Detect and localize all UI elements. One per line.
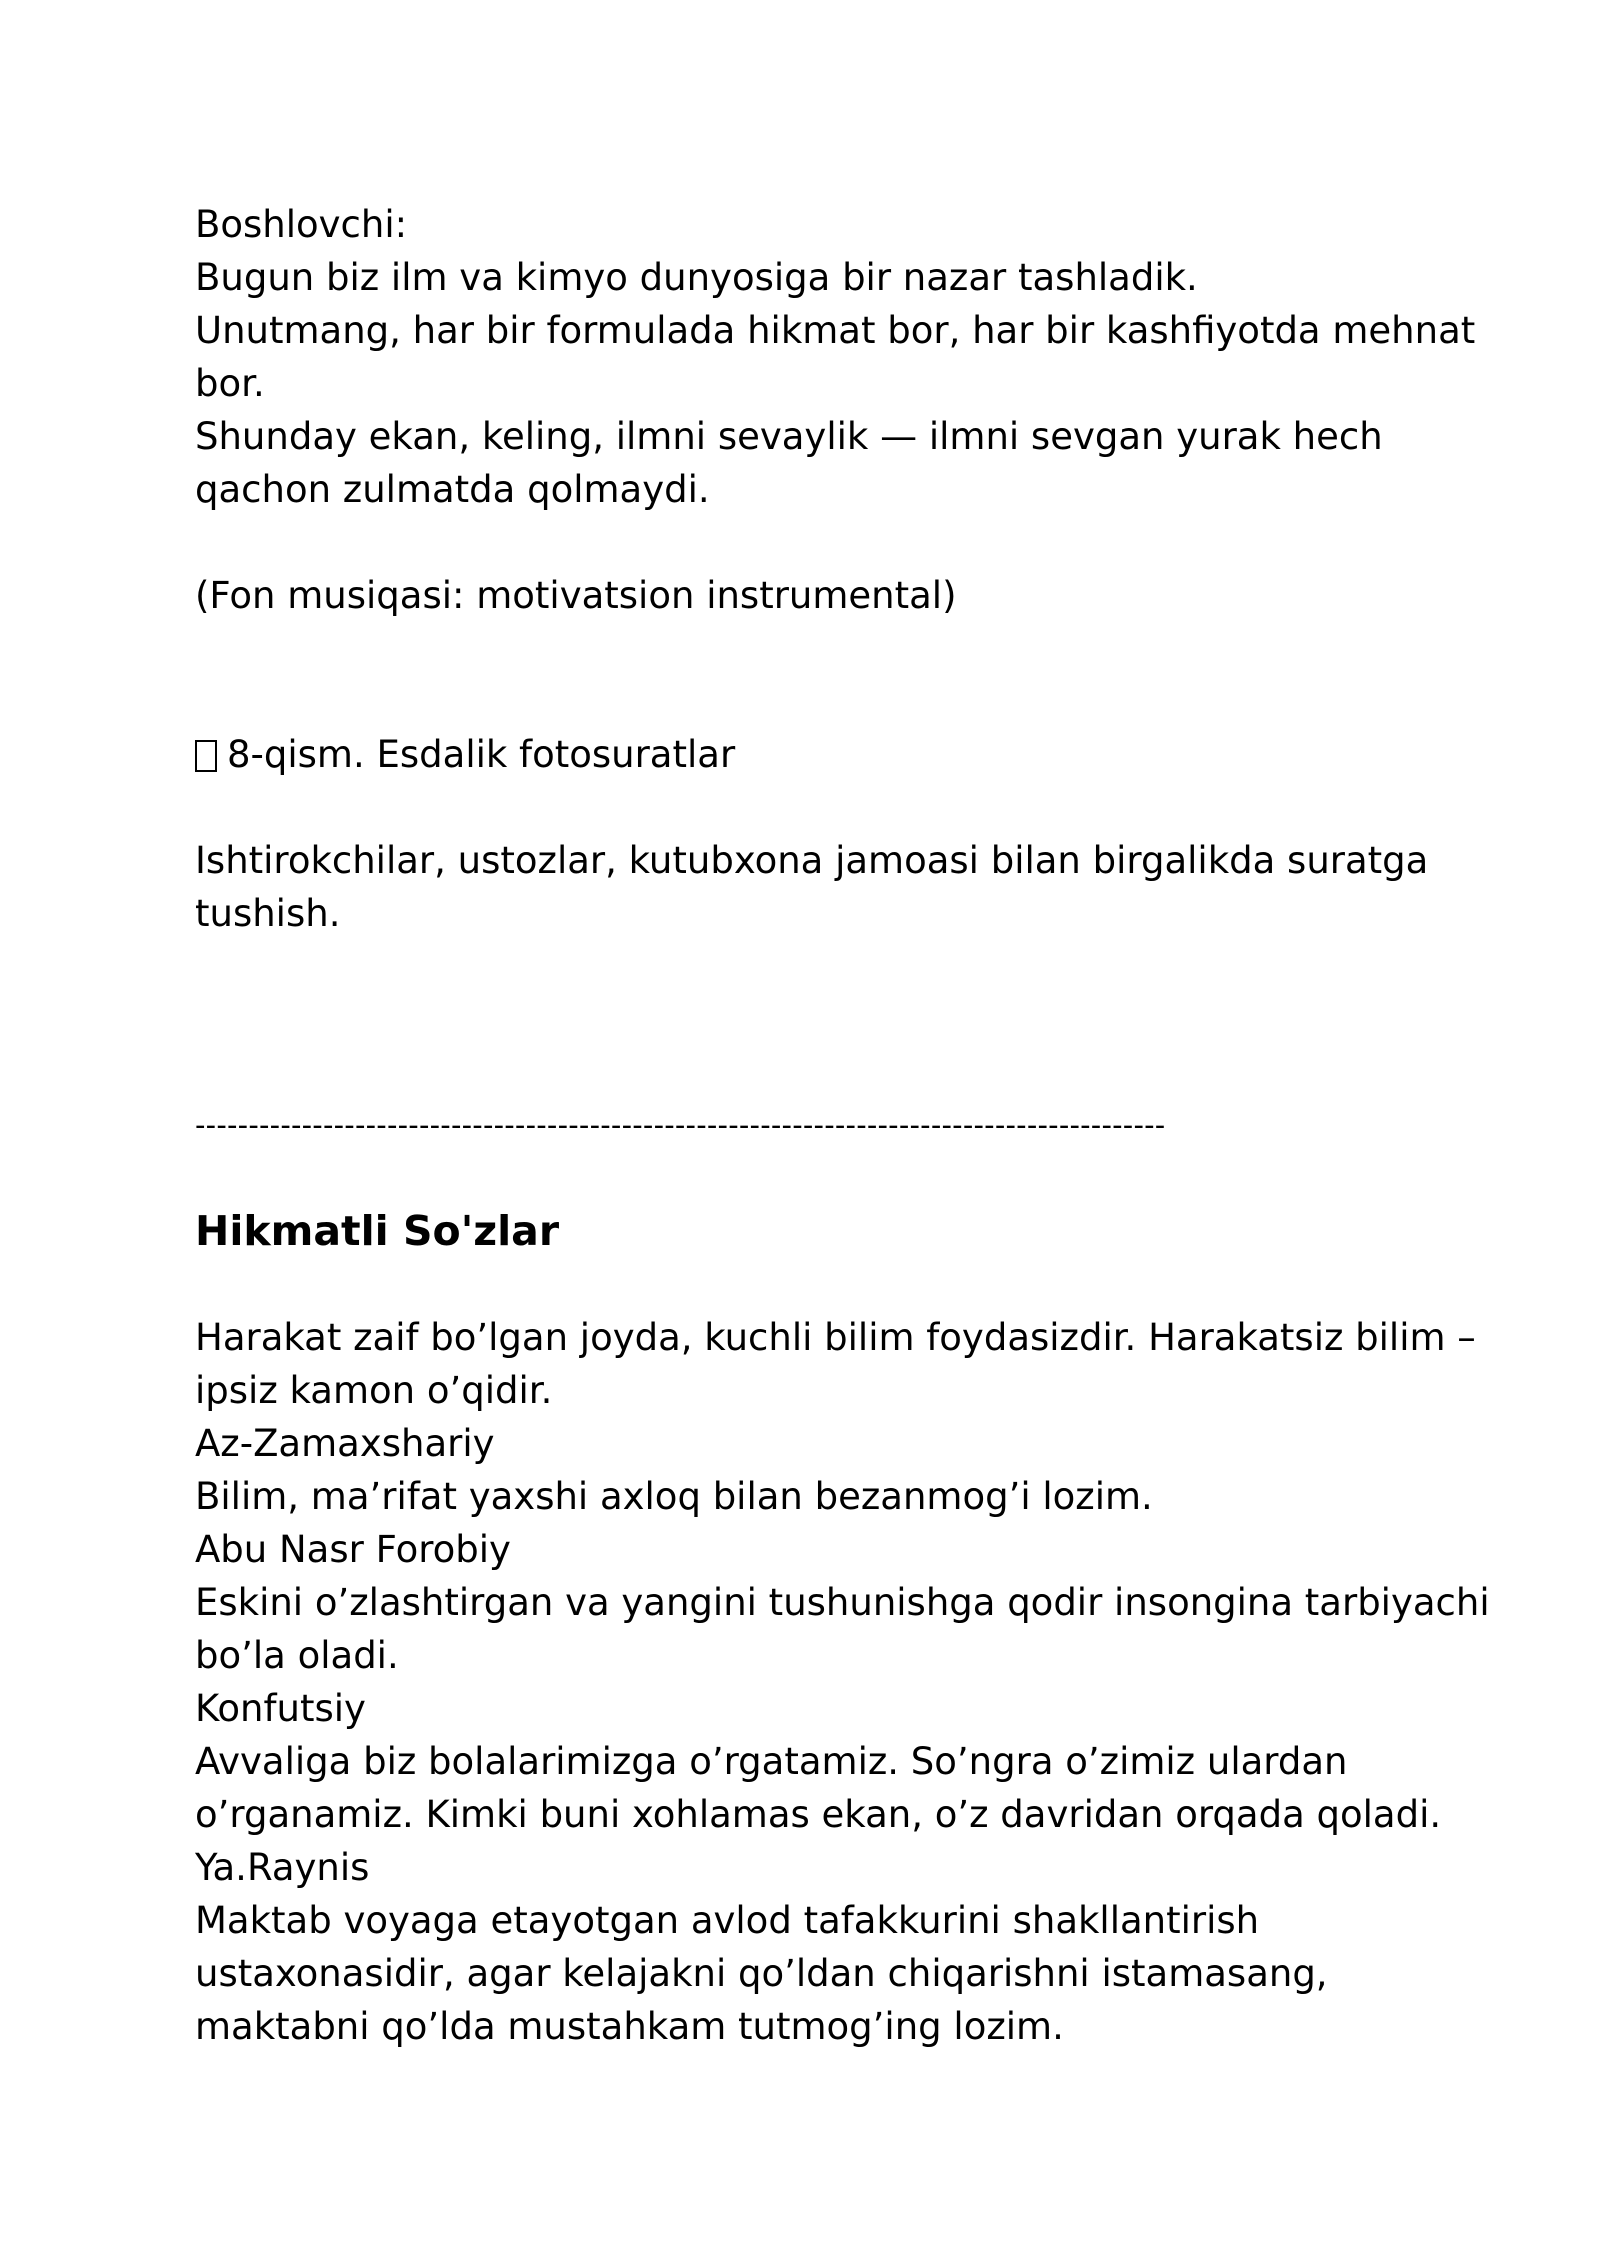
quote-line: bo’la oladi. xyxy=(195,1634,399,1677)
quote-author: Ya.Raynis xyxy=(195,1846,370,1889)
quote-line: o’rganamiz. Kimki buni xohlamas ekan, o’z davridan orqada qoladi. xyxy=(195,1793,1442,1836)
quote-line: Avvaliga biz bolalarimizga o’rgatamiz. So’ngra o’zimiz ulardan xyxy=(195,1740,1348,1783)
quote-author: Abu Nasr Forobiy xyxy=(195,1528,511,1571)
quote-line: Eskini o’zlashtirgan va yangini tushunishga qodir insongina tarbiyachi xyxy=(195,1581,1490,1624)
blank-line xyxy=(195,622,1430,675)
text-line: tushish. xyxy=(195,892,341,935)
dashed-divider: ------------------------------------------------------------------------------------------- xyxy=(195,1108,1166,1142)
quote-line: ustaxonasidir, agar kelajakni qo’ldan chiqarishni istamasang, xyxy=(195,1952,1328,1995)
blank-line xyxy=(195,781,1430,834)
quote-line: Harakat zaif bo’lgan joyda, kuchli bilim foydasizdir. Harakatsiz bilim – xyxy=(195,1316,1476,1359)
speaker-label: Boshlovchi: xyxy=(195,203,408,246)
blank-line xyxy=(195,675,1430,728)
quote-author: Konfutsiy xyxy=(195,1687,366,1730)
quote-author: Az-Zamaxshariy xyxy=(195,1422,495,1465)
text-line: qachon zulmatda qolmaydi. xyxy=(195,468,710,511)
quote-line: ipsiz kamon o’qidir. xyxy=(195,1369,553,1412)
blank-line xyxy=(195,516,1430,569)
blank-line xyxy=(195,993,1430,1046)
quote-line: Maktab voyaga etayotgan avlod tafakkurini shakllantirish xyxy=(195,1899,1260,1942)
quote-line: Bilim, ma’rifat yaxshi axloq bilan bezanmog’i lozim. xyxy=(195,1475,1153,1518)
document-content xyxy=(195,198,1490,2053)
music-note: (Fon musiqasi: motivatsion instrumental) xyxy=(195,574,957,617)
text-line: bor. xyxy=(195,362,265,405)
blank-line xyxy=(195,1258,1430,1311)
quote-line: maktabni qo’lda mustahkam tutmog’ing lozim. xyxy=(195,2005,1064,2048)
text-line: Bugun biz ilm va kimyo dunyosiga bir nazar tashladik. xyxy=(195,256,1198,299)
text-line: Unutmang, har bir formulada hikmat bor, har bir kashfiyotda mehnat xyxy=(195,309,1476,352)
text-line: Ishtirokchilar, ustozlar, kutubxona jamoasi bilan birgalikda suratga xyxy=(195,839,1429,882)
part-title: 8-qism. Esdalik fotosuratlar xyxy=(227,733,736,776)
missing-glyph-icon xyxy=(195,740,217,772)
text-line: Shunday ekan, keling, ilmni sevaylik — ilmni sevgan yurak hech xyxy=(195,415,1383,458)
blank-line xyxy=(195,1152,1430,1205)
blank-line xyxy=(195,1046,1430,1099)
section-heading: Hikmatli So'zlar xyxy=(195,1207,560,1255)
blank-line xyxy=(195,940,1430,993)
part-title-line xyxy=(195,728,1430,781)
